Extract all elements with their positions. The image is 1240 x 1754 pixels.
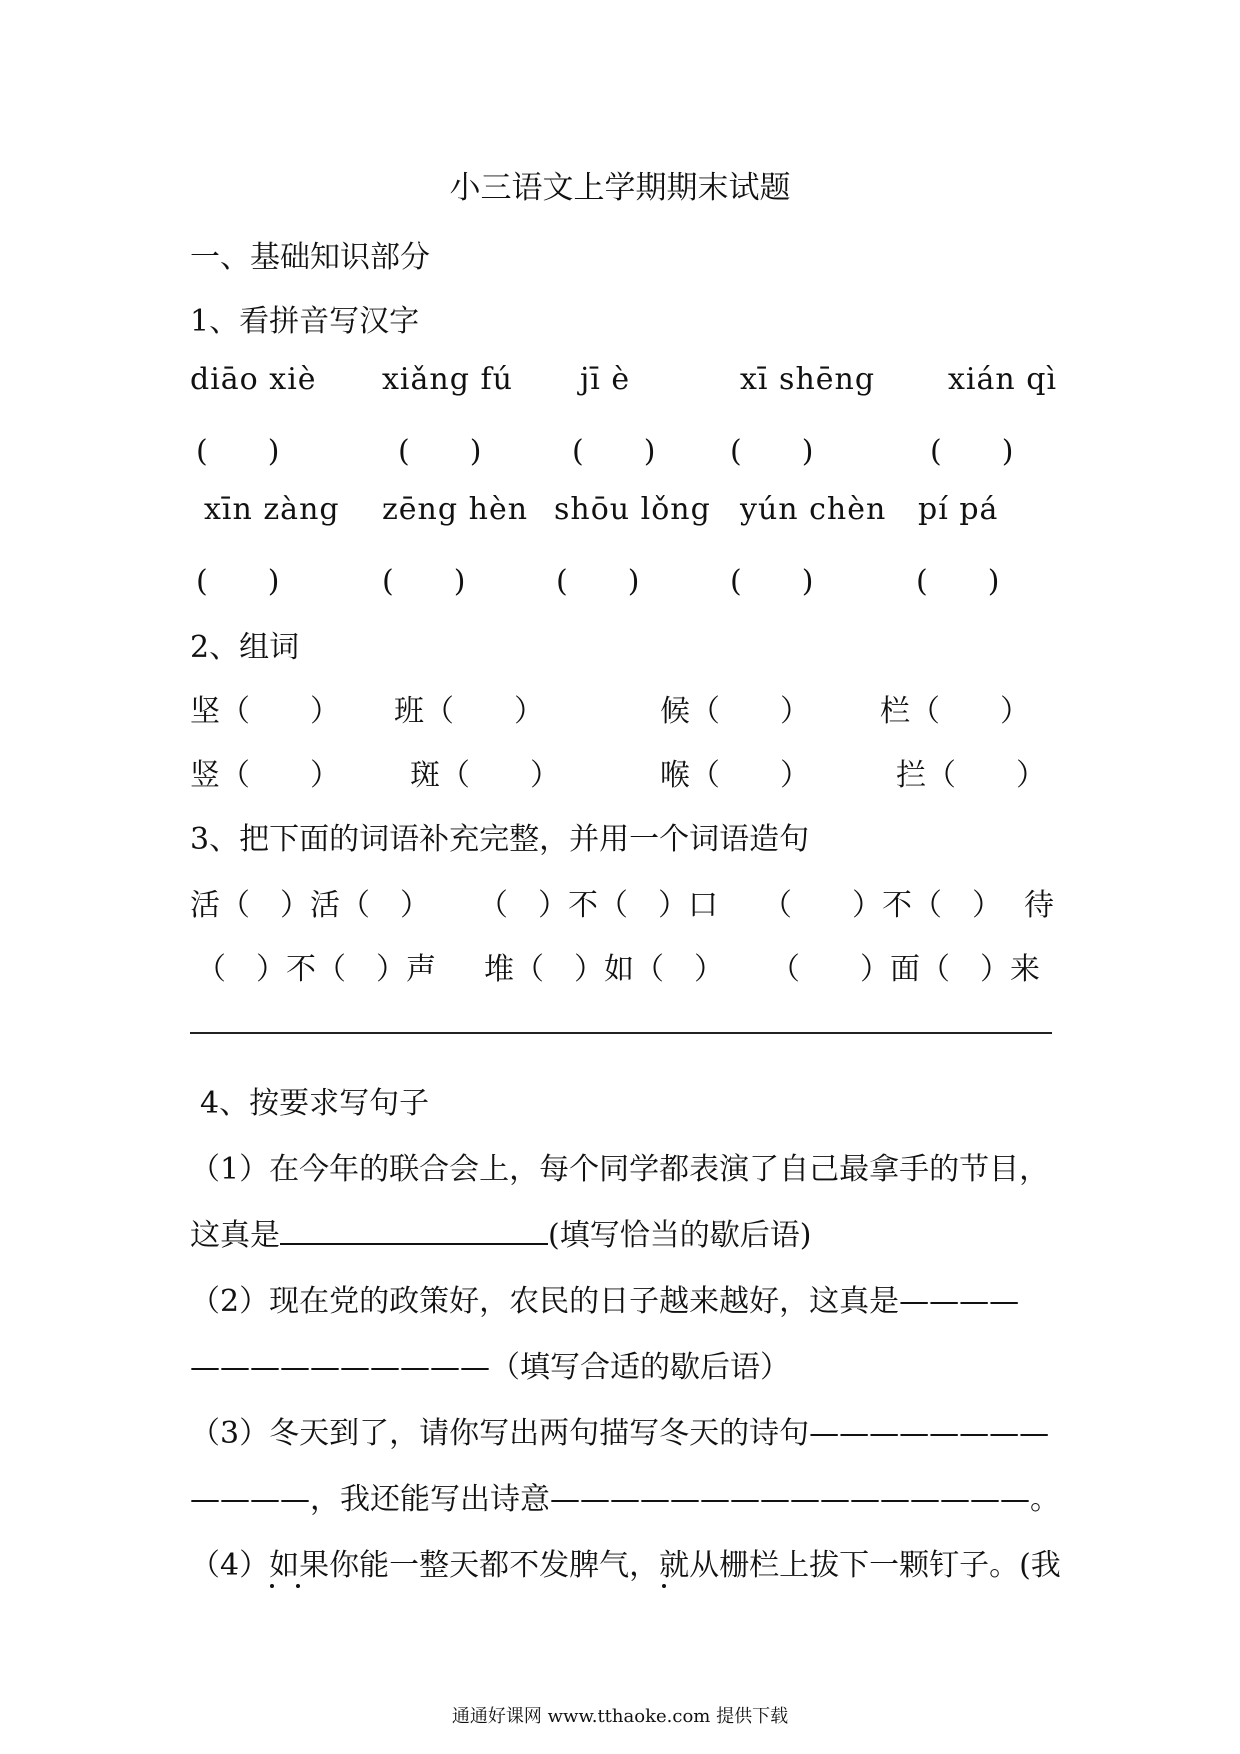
idiom-item[interactable]: 堆（ ）如（ ） bbox=[484, 952, 724, 987]
word-group-item[interactable]: 栏（ ） bbox=[880, 694, 1030, 729]
section-heading: 一、基础知识部分 bbox=[190, 240, 430, 275]
q3-heading: 3、把下面的词语补充完整，并用一个词语造句 bbox=[190, 822, 810, 857]
pinyin-item: xiǎng fú bbox=[382, 362, 513, 397]
emphasis-dot bbox=[296, 1584, 300, 1588]
sentence-3-line-2: ————，我还能写出诗意————————————————。 bbox=[190, 1482, 1060, 1517]
answer-row-2 bbox=[0, 556, 1240, 606]
q1-heading: 1、看拼音写汉字 bbox=[190, 304, 420, 339]
idiom-item[interactable]: 活（ ）活（ ） bbox=[190, 888, 430, 923]
word-group-item[interactable]: 坚（ ） bbox=[190, 694, 340, 729]
sentence-3-line-1: （3）冬天到了，请你写出两句描写冬天的诗句———————— bbox=[190, 1416, 1050, 1451]
answer-blank[interactable]: ( ) bbox=[556, 564, 640, 599]
word-group-item[interactable]: 候（ ） bbox=[660, 694, 810, 729]
sentence-2-line-1: （2）现在党的政策好，农民的日子越来越好，这真是———— bbox=[190, 1284, 1020, 1319]
answer-blank[interactable]: ( ) bbox=[730, 434, 814, 469]
sentence-1-suffix: (填写恰当的歇后语) bbox=[548, 1218, 812, 1253]
sentence-1-line-1: （1）在今年的联合会上，每个同学都表演了自己最拿手的节目， bbox=[190, 1152, 1050, 1187]
pinyin-item: zēng hèn bbox=[382, 492, 529, 527]
pinyin-item: shōu lǒng bbox=[554, 492, 711, 527]
answer-blank[interactable]: ( ) bbox=[196, 434, 280, 469]
q4-heading: 4、按要求写句子 bbox=[200, 1086, 430, 1121]
word-group-item[interactable]: 斑（ ） bbox=[410, 758, 560, 793]
word-group-item[interactable]: 竖（ ） bbox=[190, 758, 340, 793]
sentence-1-blank[interactable] bbox=[280, 1217, 548, 1245]
pinyin-item: xī shēng bbox=[740, 362, 876, 397]
pinyin-row-1 bbox=[0, 362, 1240, 412]
sentence-answer-line[interactable] bbox=[190, 1032, 1052, 1034]
q2-heading: 2、组词 bbox=[190, 630, 300, 665]
sentence-1-line-2 bbox=[190, 1210, 1240, 1254]
answer-blank[interactable]: ( ) bbox=[398, 434, 482, 469]
word-group-item[interactable]: 拦（ ） bbox=[896, 758, 1046, 793]
answer-blank[interactable]: ( ) bbox=[930, 434, 1014, 469]
word-group-item[interactable]: 班（ ） bbox=[394, 694, 544, 729]
pinyin-item: diāo xiè bbox=[190, 362, 317, 397]
pinyin-row-2 bbox=[0, 492, 1240, 542]
answer-blank[interactable]: ( ) bbox=[730, 564, 814, 599]
idiom-row-2 bbox=[0, 944, 1240, 994]
idiom-row-1 bbox=[0, 880, 1240, 930]
pinyin-item: xián qì bbox=[948, 362, 1058, 397]
sentence-2-line-2: ——————————（填写合适的歇后语） bbox=[190, 1350, 790, 1385]
emphasis-dot bbox=[662, 1584, 666, 1588]
answer-blank[interactable]: ( ) bbox=[572, 434, 656, 469]
answer-blank[interactable]: ( ) bbox=[382, 564, 466, 599]
pinyin-item: jī è bbox=[580, 362, 631, 397]
pinyin-item: pí pá bbox=[918, 492, 999, 527]
idiom-item[interactable]: （ ）面（ ）来 bbox=[770, 952, 1040, 987]
sentence-4-line-1: （4）如果你能一整天都不发脾气，就从栅栏上拔下一颗钉子。(我 bbox=[190, 1548, 1061, 1583]
word-group-item[interactable]: 喉（ ） bbox=[660, 758, 810, 793]
idiom-item[interactable]: （ ）不（ ）声 bbox=[196, 952, 436, 987]
word-group-row-2 bbox=[0, 750, 1240, 800]
pinyin-item: xīn zàng bbox=[204, 492, 340, 527]
sentence-1-prefix: 这真是 bbox=[190, 1218, 280, 1253]
pinyin-item: yún chèn bbox=[740, 492, 887, 527]
idiom-item: 待 bbox=[1024, 888, 1054, 923]
footer-source: 通通好课网 www.tthaoke.com 提供下载 bbox=[451, 1706, 789, 1727]
idiom-item[interactable]: （ ）不（ ）口 bbox=[478, 888, 718, 923]
word-group-row-1 bbox=[0, 686, 1240, 736]
answer-blank[interactable]: ( ) bbox=[196, 564, 280, 599]
emphasis-dot bbox=[270, 1584, 274, 1588]
answer-row-1 bbox=[0, 426, 1240, 476]
answer-blank[interactable]: ( ) bbox=[916, 564, 1000, 599]
idiom-item[interactable]: （ ）不（ ） bbox=[762, 888, 1002, 923]
page-title: 小三语文上学期期末试题 bbox=[449, 170, 791, 206]
